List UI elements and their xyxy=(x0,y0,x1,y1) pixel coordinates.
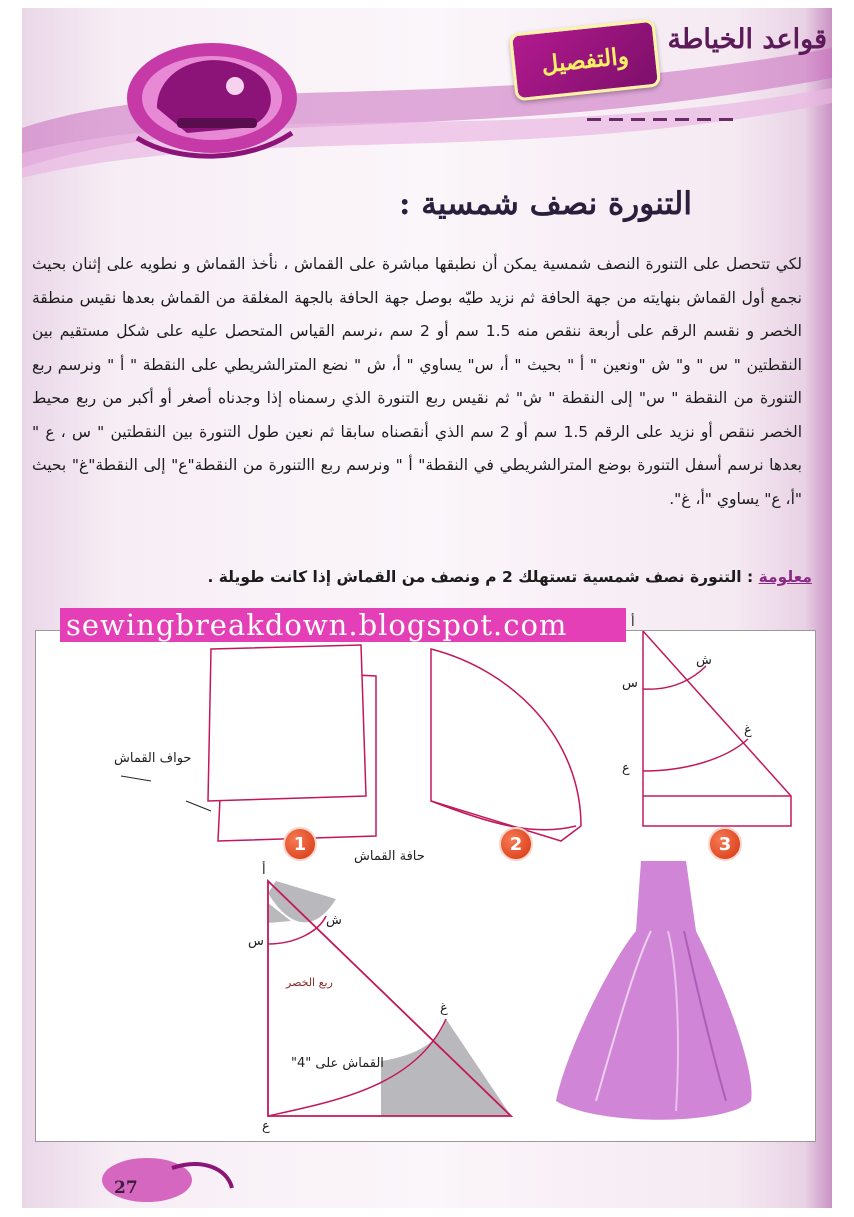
note-line xyxy=(172,568,812,586)
point-s-large: س xyxy=(248,934,264,949)
note-text: : التنورة نصف شمسية تستهلك 2 م ونصف من القماش إذا كانت طويلة . xyxy=(207,568,754,586)
label-fabric-edge: حافة القماش xyxy=(354,849,425,864)
body-paragraph: لكي تتحصل على التنورة النصف شمسية يمكن أن نطبقها مباشرة على القماش ، نأخذ القماش و نطويه على إثنان بحيث نجمع أول القماش بنهايته من جهة الحافة ثم نزيد طيّه بوصل جهة الحافة بالجهة المغلقة من القماش بعدها نقيس منطقة الخصر و نقسم الرقم على أربعة ننقص منه 1.5 سم أو 2 سم ،نرسم القياس المتحصل عليه على شكل مستقيم بين النقطتين " س " و" ش "ونعين " أ " بحيث " أ، س" يساوي " أ، ش " نضع المترالشريطي على النقطة " أ " ونرسم ربع التنورة من النقطة " س" إلى النقطة " ش" ثم نقيس ربع التنورة الذي رسمناه إذا وجدناه أصغر أو أكبر من ربع محيط الخصر ننقص أو نزيد على الرقم 1.5 سم أو 2 سم الذي أنقصناه سابقا ثم نعين طول التنورة بين النقطتين " س ، ع " بعدها نرسم أسفل التنورة بوضع المترالشريطي في النقطة" أ " ونرسم ربع االتنورة من النقطة"ع" إلى النقطة"غ" بحيث "أ، ع" يساوي "أ، غ". xyxy=(32,255,802,508)
footer-ornament-icon xyxy=(82,1148,242,1208)
point-ain-large: ع xyxy=(262,1119,270,1134)
page-number: 27 xyxy=(114,1178,138,1198)
brand-badge: والتفصيل xyxy=(509,19,661,102)
note-label: معلومة xyxy=(758,568,812,586)
point-ain-small: ع xyxy=(622,761,630,776)
sewing-machine-logo-icon xyxy=(117,28,307,168)
point-gh-small: غ xyxy=(744,723,752,738)
point-a-large: أ xyxy=(262,863,266,878)
page xyxy=(22,8,832,1208)
quarter-skirt-triangle xyxy=(268,881,511,1116)
point-s-small: س xyxy=(622,676,638,691)
step-number-2: 2 xyxy=(499,827,533,861)
point-sh-large: ش xyxy=(326,913,342,928)
point-a-small: أ xyxy=(631,615,635,630)
blog-watermark: sewingbreakdown.blogspot.com xyxy=(60,608,626,642)
decorative-dashes xyxy=(587,118,737,121)
point-gh-large: غ xyxy=(440,1001,448,1016)
label-fabric-edges: حواف القماش xyxy=(114,751,192,766)
step3-triangle xyxy=(643,631,791,826)
step2-curve-fold xyxy=(431,649,581,841)
brand-title: قواعد الخياطة xyxy=(667,24,827,55)
pattern-drawings xyxy=(36,631,815,1141)
skirt-illustration xyxy=(556,861,752,1120)
step-number-3: 3 xyxy=(708,827,742,861)
step1-folded-fabric xyxy=(121,645,376,841)
label-fabric-on-4: القماش على "4" xyxy=(291,1056,384,1071)
label-waist-quarter: ربع الخصر xyxy=(286,976,333,989)
point-sh-small: ش xyxy=(696,653,712,668)
section-title: التنورة نصف شمسية : xyxy=(399,186,692,222)
step-number-1: 1 xyxy=(283,827,317,861)
